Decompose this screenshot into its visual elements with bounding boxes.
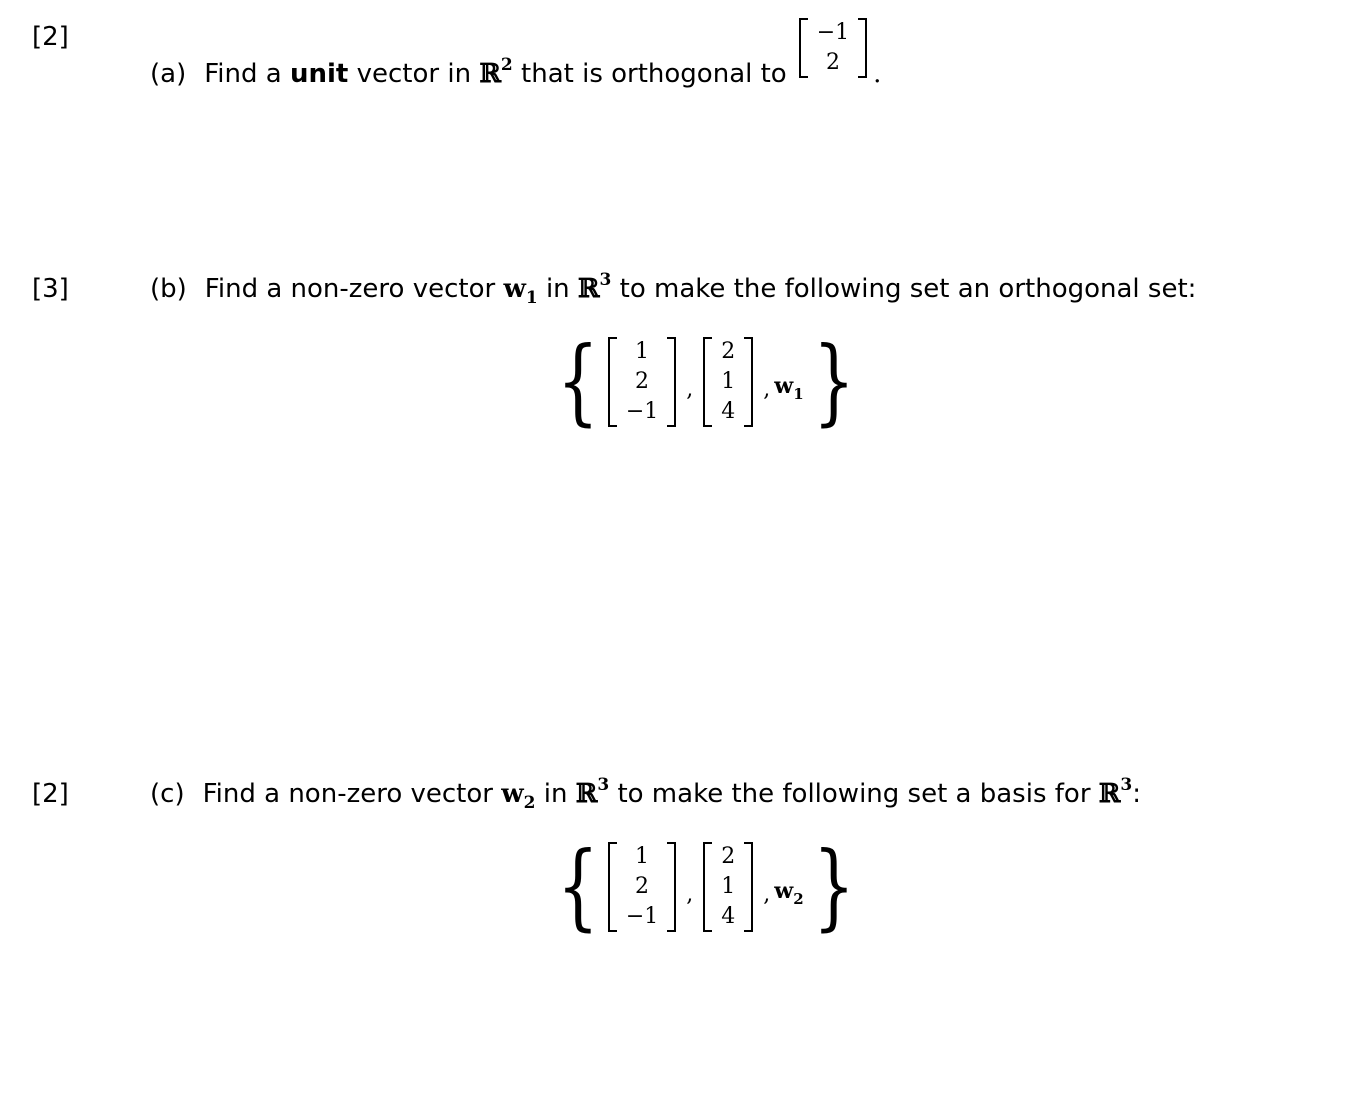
vector-entry: 1: [721, 874, 736, 899]
vector-entry: 2: [721, 844, 736, 869]
question-b-label: (b): [150, 274, 187, 304]
question-a-text-2: vector in: [356, 59, 472, 89]
question-c-var: $w_2$: [501, 779, 536, 813]
vector-entry: −1: [816, 20, 850, 45]
question-b-var: $w_1$: [503, 274, 538, 308]
set-separator: ,: [686, 376, 694, 402]
set-c-var: $w_2$: [774, 878, 804, 908]
vector-entry: −1: [625, 399, 659, 424]
question-c-label: (c): [150, 779, 185, 809]
question-b: [150, 270, 1197, 308]
question-a-vector: [799, 18, 867, 78]
set-separator: ,: [763, 881, 771, 907]
marks-a: [2]: [32, 22, 69, 52]
question-c-text-2: in: [543, 779, 568, 809]
question-b-space: ℝ$^3$: [577, 270, 612, 304]
question-c-space: ℝ$^3$: [575, 775, 610, 809]
set-c-vector-2: [703, 842, 753, 932]
question-a: [150, 22, 881, 89]
set-b-vector-2: [703, 337, 753, 427]
vector-entry: 2: [635, 369, 650, 394]
vector-entry: 2: [635, 874, 650, 899]
set-b-vector-1: [608, 337, 676, 427]
set-open-brace: {: [556, 832, 599, 941]
question-a-period: .: [873, 59, 882, 89]
set-c: [548, 832, 863, 941]
set-b-var: $w_1$: [774, 373, 804, 403]
vector-entry: 4: [721, 399, 736, 424]
marks-b: [3]: [32, 274, 69, 304]
set-separator: ,: [763, 376, 771, 402]
question-c-text-1: Find a non-zero vector: [202, 779, 493, 809]
vector-entry: 1: [635, 339, 650, 364]
vector-entry: 1: [721, 369, 736, 394]
question-b-text-1: Find a non-zero vector: [204, 274, 496, 304]
question-a-text-1: Find a: [204, 59, 282, 89]
set-b: [548, 327, 863, 436]
question-a-space: ℝ$^2$: [479, 55, 513, 89]
vector-entry: 4: [721, 904, 736, 929]
set-open-brace: {: [556, 327, 599, 436]
set-close-brace: }: [812, 327, 855, 436]
question-c-text-3: to make the following set a basis for: [617, 779, 1091, 809]
question-b-text-2: in: [545, 274, 570, 304]
vector-entry: 1: [635, 844, 650, 869]
set-separator: ,: [686, 881, 694, 907]
question-c-colon: :: [1132, 779, 1141, 809]
question-a-text-3: that is orthogonal to: [521, 59, 787, 89]
set-close-brace: }: [812, 832, 855, 941]
vector-entry: 2: [721, 339, 736, 364]
vector-entry: 2: [825, 50, 840, 75]
question-c: [150, 775, 1141, 813]
question-a-label: (a): [150, 59, 187, 89]
question-c-space-2: ℝ$^3$: [1098, 775, 1133, 809]
vector-entry: −1: [625, 904, 659, 929]
question-b-text-3: to make the following set an orthogonal set:: [619, 274, 1197, 304]
question-a-bold: unit: [289, 59, 349, 89]
marks-c: [2]: [32, 779, 69, 809]
set-c-vector-1: [608, 842, 676, 932]
